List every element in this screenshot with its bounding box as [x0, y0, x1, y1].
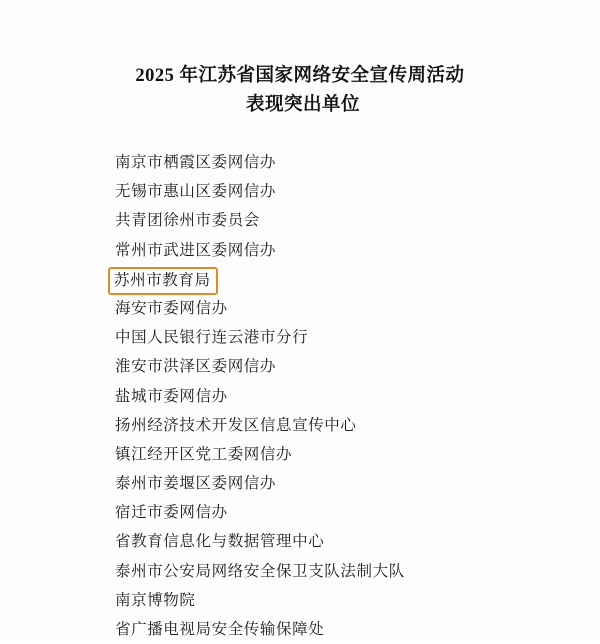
unit-name: 共青团徐州市委员会 [115, 212, 260, 230]
unit-list [113, 148, 580, 644]
list-item [113, 148, 580, 177]
list-item [113, 586, 580, 615]
list-item [113, 382, 580, 411]
list-item [113, 411, 580, 440]
unit-name: 南京博物院 [115, 591, 196, 609]
list-item [113, 177, 580, 206]
unit-name: 省广播电视局安全传输保障处 [115, 621, 325, 638]
unit-name: 省教育信息化与数据管理中心 [115, 533, 325, 551]
list-item [113, 527, 580, 556]
list-item [113, 557, 580, 586]
unit-name: 无锡市惠山区委网信办 [115, 183, 277, 201]
unit-name: 盐城市委网信办 [115, 387, 228, 405]
unit-name: 海安市委网信办 [115, 299, 228, 317]
list-item [113, 615, 580, 644]
unit-name: 镇江经开区党工委网信办 [115, 445, 293, 463]
list-item [113, 469, 580, 498]
page-title [0, 0, 600, 119]
list-item [113, 498, 580, 527]
unit-name: 淮安市洪泽区委网信办 [115, 358, 277, 376]
page-title-line-2: 表现突出单位 [245, 94, 360, 115]
list-item [113, 352, 580, 381]
unit-name: 扬州经济技术开发区信息宣传中心 [115, 416, 357, 434]
page-title-line-1: 2025 年江苏省国家网络安全宣传周活动 [135, 66, 465, 86]
unit-name: 常州市武进区委网信办 [115, 241, 277, 259]
highlighted-unit-name: 苏州市教育局 [108, 267, 218, 295]
unit-name: 宿迁市委网信办 [115, 504, 228, 522]
list-item [113, 323, 580, 352]
list-item [113, 440, 580, 469]
unit-name: 泰州市姜堰区委网信办 [115, 475, 277, 493]
list-item [113, 206, 580, 235]
unit-name: 泰州市公安局网络安全保卫支队法制大队 [115, 562, 405, 580]
list-item [113, 294, 580, 323]
unit-name: 中国人民银行连云港市分行 [115, 329, 309, 347]
list-item [113, 236, 580, 265]
list-item [113, 265, 580, 294]
unit-name: 南京市栖霞区委网信办 [115, 154, 277, 171]
